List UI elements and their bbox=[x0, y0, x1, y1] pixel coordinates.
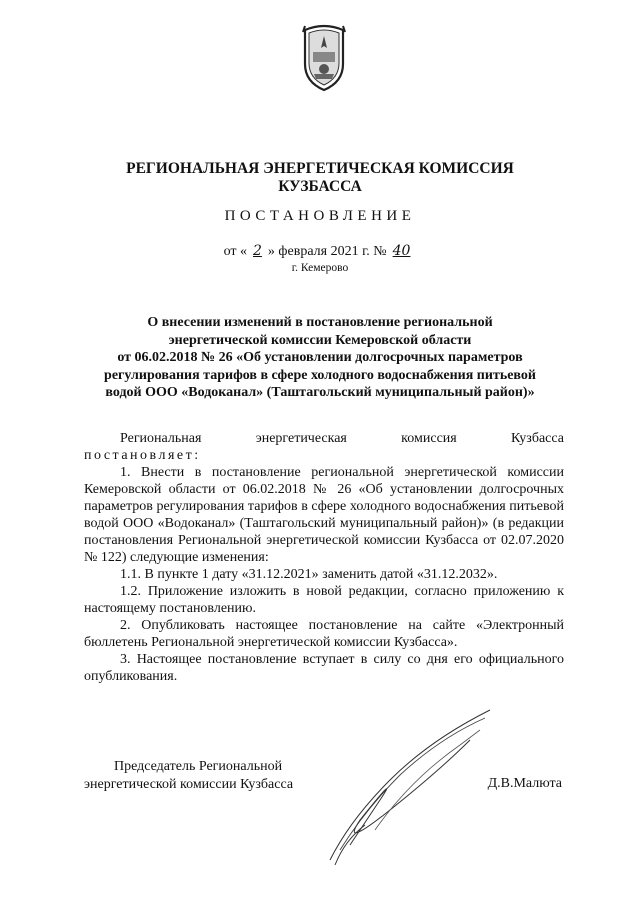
organization-name: РЕГИОНАЛЬНАЯ ЭНЕРГЕТИЧЕСКАЯ КОМИССИЯ bbox=[126, 160, 514, 177]
signatory-title-line: энергетической комиссии Кузбасса bbox=[84, 777, 294, 792]
subject-line: от 06.02.2018 № 26 «Об установлении долгосрочных параметров bbox=[117, 350, 523, 365]
signatory-name: Д.В.Малюта bbox=[487, 776, 562, 791]
subject-line: регулирования тарифов в сфере холодного водоснабжения питьевой bbox=[104, 367, 536, 383]
item-1-2: 1.2. Приложение изложить в новой редакции, согласно приложению к настоящему постановлению. bbox=[84, 584, 564, 616]
signatory-title bbox=[84, 758, 293, 794]
document-subject bbox=[0, 314, 640, 402]
item-2: 2. Опубликовать настоящее постановление на сайте «Электронный бюллетень Региональной энергетической комиссии Кузбасса». bbox=[84, 618, 564, 650]
subject-line: энергетической комиссии Кемеровской области bbox=[168, 332, 472, 348]
document-date-line bbox=[0, 243, 640, 260]
document-number: 40 bbox=[392, 243, 411, 259]
handwritten-signature bbox=[320, 700, 500, 870]
subject-line: водой ООО «Водоканал» (Таштагольский муниципальный район)» bbox=[105, 385, 535, 400]
document-type: ПОСТАНОВЛЕНИЕ bbox=[224, 208, 416, 224]
city: г. Кемерово bbox=[291, 262, 349, 274]
document-body bbox=[84, 430, 564, 685]
subject-line: О внесении изменений в постановление региональной bbox=[147, 315, 493, 330]
signatory-title-line: Председатель Региональной bbox=[114, 759, 283, 774]
intro-paragraph: Региональная энергетическая комиссия Кузбасса bbox=[120, 431, 564, 446]
coat-of-arms-emblem bbox=[299, 22, 349, 92]
date-day: 2 bbox=[253, 243, 262, 259]
resolves-word: постановляет: bbox=[84, 448, 201, 463]
item-1-1: 1.1. В пункте 1 дату «31.12.2021» заменить датой «31.12.2032». bbox=[120, 567, 498, 582]
item-3: 3. Настоящее постановление вступает в силу со дня его официального опубликования. bbox=[84, 652, 564, 684]
date-middle: » февраля 2021 г. № bbox=[267, 244, 387, 259]
organization-name-line2: КУЗБАССА bbox=[278, 178, 362, 195]
date-prefix: от « bbox=[223, 244, 247, 259]
item-1: 1. Внести в постановление региональной энергетической комиссии Кемеровской области от 06.02.2018 № 26 «Об установлении долгосрочных параметров регулирования тарифов в сфере холодного водоснабжения питьевой водой ООО «Водоканал» (Таштагольский муниципальный район)» (в редакции постановления Региональной энергетической комиссии Кузбасса от 02.07.2020 № 122) следующие изменения: bbox=[84, 465, 564, 565]
